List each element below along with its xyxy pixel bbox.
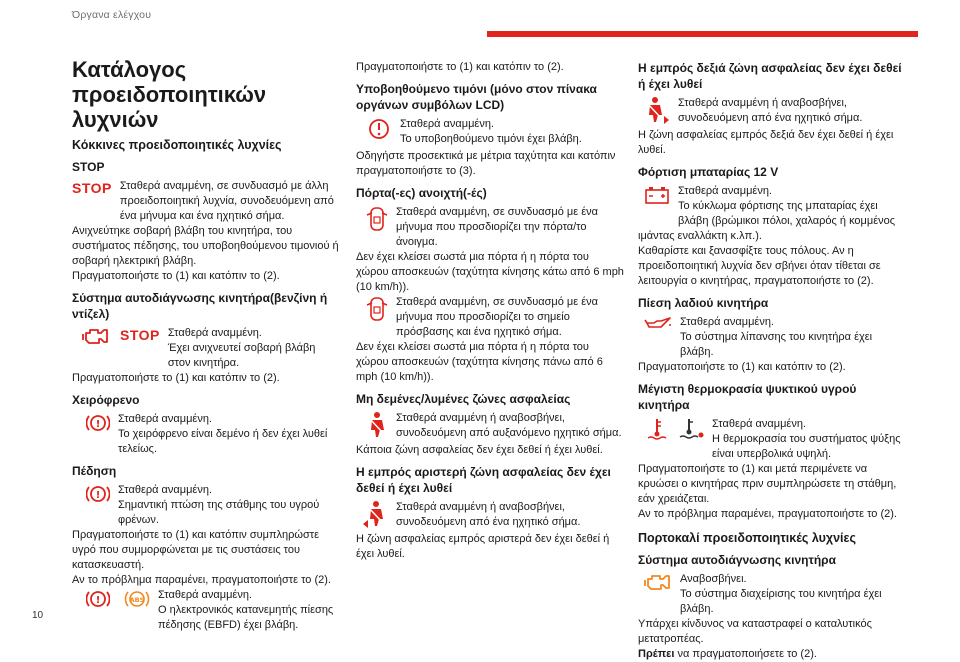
front-right-belt-heading: Η εμπρός δεξιά ζώνη ασφαλείας δεν έχει δεθεί ή έχει λυθεί [638, 61, 902, 91]
front-left-belt-heading: Η εμπρός αριστερή ζώνη ασφαλείας δεν έχει δεθεί ή έχει λυθεί [356, 465, 611, 495]
handbrake-entry: ! Σταθερά αναμμένη. Το χειρόφρενο είναι δεμένο ή δεν έχει λυθεί τελείως. [72, 412, 340, 457]
brake-warning-icon [86, 588, 110, 610]
oil-heading: Πίεση λαδιού κινητήρα [638, 296, 769, 310]
svg-text:!: ! [95, 490, 101, 501]
ebfd-entry: ! ABS Σταθερά αναμμένη. Ο ηλεκτρονικός κατανεμητής πίεσης πέδησης (EBFD) έχει βλάβη. [72, 588, 340, 633]
doors-entry-1: Σταθερά αναμμένη, σε συνδυασμό με ένα μήνυμα που προσδιορίζει την πόρτα/το άνοιγμα. [356, 205, 624, 250]
steering-entry: Σταθερά αναμμένη. Το υποβοηθούμενο τιμόνι έχει βλάβη. [356, 117, 624, 149]
brake-warning-icon [86, 483, 110, 505]
column-3: Η εμπρός δεξιά ζώνη ασφαλείας δεν έχει δεθεί ή έχει λυθεί Σταθερά αναμμένη ή αναβοσβήνει, συνοδευόμενη από ένα ηχητικό σήμα. Η ζώνη ασφαλείας εμπρός δεξιά δεν έχει δεθεί ή έχει λυθεί. Φόρτιση μπαταρίας 12 V Σταθερά αναμμένη. Το κύκλωμα φόρτισης της μπαταρίας έχει βλάβη (βρώμικοι πόλοι, χαλαρός ή κομμένος ιμάντας εναλλάκτη κ.λπ.). Καθαρίστε και ξανασφίξτε τους πόλους. Αν η προειδοποιητική λυχνία δεν σβήνει όταν τίθεται σε λειτουργία ο κινητήρας, πραγματοποιήστε το (2). Πίεση λαδιού κινητήρα Σταθερά αναμμένη. Το σύστημα λίπανσης του κινητήρα έχει βλάβη. Πραγματοποιήστε το (1) και κατόπιν το (2). Μέγιστη θερμοκρασία ψυκτικού υγρού κινητήρα Σταθερά αναμμένη. Η θερμοκρασία του συστήματος ψύξης είναι υπερβολικά υψηλή. Πραγματοποιήστε το (1) και μετά περιμένετε να κρυώσει ο κινητήρας πριν συμπληρώσετε τη στάθμη, εάν χρειάζεται. Αν το πρόβλημα παραμένει, πραγματοποιήστε το (2). Πορτοκαλί προειδοποιητικές λυχνίες Σύστημα αυτοδιάγνωσης κινητήρα Αναβοσβήνει. Το σύστημα διαχείρισης του κινητήρα έχει βλάβη. Υπάρχει κίνδυνος να καταστραφεί ο καταλυτικός μετατροπέας. Πρέπει να πραγματοποιήσετε το (2). [638, 52, 908, 662]
header-section-title: Όργανα ελέγχου [72, 9, 152, 21]
coolant-heading: Μέγιστη θερμοκρασία ψυκτικού υγρού κινητήρα [638, 382, 857, 412]
seatbelt-front-left-icon [362, 500, 388, 528]
orange-lamps-subtitle: Πορτοκαλί προειδοποιητικές λυχνίες [638, 531, 856, 545]
battery-entry: Σταθερά αναμμένη. Το κύκλωμα φόρτισης της μπαταρίας έχει βλάβη (βρώμικοι πόλοι, χαλαρός ή κομμένος ιμάντας εναλλάκτη κ.λπ.). [638, 185, 896, 242]
stop-heading: STOP [72, 160, 105, 174]
abs-icon [124, 588, 150, 610]
open-door-icon [366, 295, 388, 323]
belts-heading: Μη δεμένες/λυμένες ζώνες ασφαλείας [356, 392, 571, 406]
stop-icon: STOP [120, 327, 160, 343]
doors-heading: Πόρτα(-ες) ανοιχτή(-ές) [356, 186, 487, 200]
belts-entry: Σταθερά αναμμένη ή αναβοσβήνει, συνοδευόμενη από αυξανόμενο ηχητικό σήμα. [356, 411, 624, 443]
column-1: Κατάλογος προειδοποιητικών λυχνιών Κόκκινες προειδοποιητικές λυχνίες STOP STOP Σταθερά αναμμένη, σε συνδυασμό με άλλη προειδοποιητική λυχνία, συνοδευόμενη από ένα μήνυμα και ένα ηχητικό σήμα. Ανιχνεύτηκε σοβαρή βλάβη του κινητήρα, του συστήματος πέδησης, του υποβοηθούμενου τιμονιού ή σοβαρή ηλεκτρική βλάβη. Πραγματοποιήστε το (1) και κατόπιν το (2). Σύστημα αυτοδιάγνωσης κινητήρα(βενζίνη ή ντίζελ) STOP Σταθερά αναμμένη. Έχει ανιχνευτεί σοβαρή βλάβη στον κινητήρα. Πραγματοποιήστε το (1) και κατόπιν το (2). Χειρόφρενο ! Σταθερά αναμμένη. Το χειρόφρενο είναι δεμένο ή δεν έχει λυθεί τελείως. Πέδηση ! Σταθερά αναμμένη. Σημαντική πτώση της στάθμης του υγρού φρένων. Πραγματοποιήστε το (1) και κατόπιν συμπληρώστε υγρό που συμμορφώνεται με τις συστάσεις του κατασκευαστή. Αν το πρόβλημα παραμένει, πραγματοποιήστε το (2). ! ABS Σταθερά αναμμένη. Ο ηλεκτρονικός κατανεμητής πίεσης πέδησης (EBFD) έχει βλάβη. [72, 57, 339, 631]
handbrake-icon [86, 412, 110, 434]
column-2: Πραγματοποιήστε το (1) και κατόπιν το (2). Υποβοηθούμενο τιμόνι (μόνο στον πίνακα οργάνων συμβόλων LCD) Σταθερά αναμμένη. Το υποβοηθούμενο τιμόνι έχει βλάβη. Οδηγήστε προσεκτικά με μέτρια ταχύτητα και κατόπιν πραγματοποιήστε το (3). Πόρτα(-ες) ανοιχτή(-ές) Σταθερά αναμμένη, σε συνδυασμό με ένα μήνυμα που προσδιορίζει την πόρτα/το άνοιγμα. Δεν έχει κλείσει σωστά μια πόρτα ή η πόρτα του χώρου αποσκευών (ταχύτητα κίνησης κάτω από 6 mph (10 km/h)). Σταθερά αναμμένη, σε συνδυασμό με ένα μήνυμα που προσδιορίζει το σημείο πρόσβασης και ένα ηχητικό σήμα. Δεν έχει κλείσει σωστά μια πόρτα ή η πόρτα του χώρου αποσκευών (ταχύτητα κίνησης πάνω από 6 mph (10 km/h)). Μη δεμένες/λυμένες ζώνες ασφαλείας Σταθερά αναμμένη ή αναβοσβήνει, συνοδευόμενη από αυξανόμενο ηχητικό σήμα. Κάποια ζώνη ασφαλείας δεν έχει δεθεί ή έχει λυθεί. Η εμπρός αριστερή ζώνη ασφαλείας δεν έχει δεθεί ή έχει λυθεί Σταθερά αναμμένη ή αναβοσβήνει, συνοδευόμενη από ένα ηχητικό σήμα. Η ζώνη ασφαλείας εμπρός αριστερά δεν έχει δεθεί ή έχει λυθεί. [356, 61, 624, 560]
svg-text:!: ! [95, 419, 101, 430]
header-red-bar [487, 31, 918, 37]
steering-wheel-icon [366, 117, 392, 141]
front-right-belt-entry: Σταθερά αναμμένη ή αναβοσβήνει, συνοδευόμενη από ένα ηχητικό σήμα. [638, 96, 908, 128]
brakes-entry: ! Σταθερά αναμμένη. Σημαντική πτώση της στάθμης του υγρού φρένων. [72, 483, 340, 528]
front-left-belt-entry: Σταθερά αναμμένη ή αναβοσβήνει, συνοδευόμενη από ένα ηχητικό σήμα. [356, 500, 624, 532]
brakes-heading: Πέδηση [72, 464, 117, 478]
page-number: 10 [32, 610, 44, 621]
oil-entry: Σταθερά αναμμένη. Το σύστημα λίπανσης του κινητήρα έχει βλάβη. [638, 315, 908, 360]
doors-entry-2: Σταθερά αναμμένη, σε συνδυασμό με ένα μήνυμα που προσδιορίζει το σημείο πρόσβασης και ένα ηχητικό σήμα. [356, 295, 624, 340]
engine-diag-heading: Σύστημα αυτοδιάγνωσης κινητήρα(βενζίνη ή ντίζελ) [72, 291, 328, 321]
svg-text:ABS: ABS [129, 596, 145, 604]
engine-mgmt-entry: Αναβοσβήνει. Το σύστημα διαχείρισης του κινητήρα έχει βλάβη. [638, 572, 908, 617]
oil-can-icon [644, 315, 672, 333]
battery-icon [644, 184, 670, 206]
engine-mgmt-heading: Σύστημα αυτοδιάγνωσης κινητήρα [638, 553, 836, 567]
seatbelt-front-right-icon [644, 96, 670, 124]
engine-icon [82, 326, 110, 346]
coolant-temperature-icon [646, 417, 668, 441]
coolant-entry: Σταθερά αναμμένη. Η θερμοκρασία του συστήματος ψύξης είναι υπερβολικά υψηλή. [638, 417, 908, 462]
seatbelt-icon [366, 411, 388, 439]
stop-icon: STOP [72, 180, 112, 196]
coolant-level-icon [678, 417, 704, 441]
open-door-icon [366, 205, 388, 233]
handbrake-heading: Χειρόφρενο [72, 393, 140, 407]
red-lamps-subtitle: Κόκκινες προειδοποιητικές λυχνίες [72, 138, 282, 152]
stop-entry: STOP Σταθερά αναμμένη, σε συνδυασμό με άλλη προειδοποιητική λυχνία, συνοδευόμενη από ένα μήνυμα και ένα ηχητικό σήμα. [72, 180, 334, 222]
engine-orange-icon [644, 572, 672, 592]
steering-heading: Υποβοηθούμενο τιμόνι (μόνο στον πίνακα οργάνων συμβόλων LCD) [356, 82, 597, 112]
page-title: Κατάλογος προειδοποιητικών λυχνιών [72, 57, 267, 132]
svg-text:!: ! [95, 595, 101, 606]
battery-heading: Φόρτιση μπαταρίας 12 V [638, 165, 779, 179]
engine-diag-entry: STOP Σταθερά αναμμένη. Έχει ανιχνευτεί σοβαρή βλάβη στον κινητήρα. [72, 326, 340, 371]
